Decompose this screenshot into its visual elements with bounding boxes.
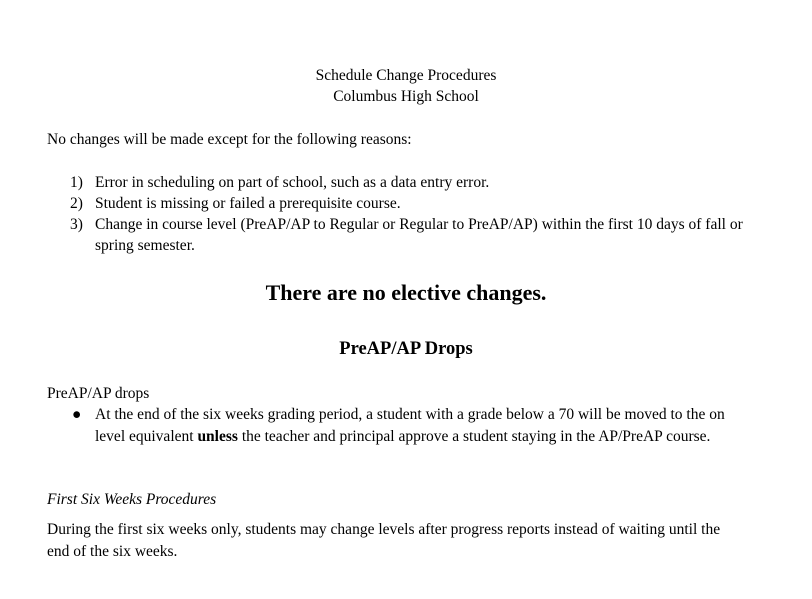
bullet-text-part: the teacher and principal approve a student staying in the AP/PreAP course. [237, 428, 711, 445]
reason-number: 3) [70, 216, 83, 233]
bullet-text-part: level equivalent [95, 428, 198, 445]
reason-text-cont: spring semester. [95, 237, 195, 254]
drops-heading: PreAP/AP Drops [339, 339, 473, 359]
reason-number: 1) [70, 174, 83, 191]
six-weeks-text-cont: end of the six weeks. [47, 543, 178, 560]
reason-text: Error in scheduling on part of school, such as a data entry error. [95, 174, 490, 191]
six-weeks-text: During the first six weeks only, students may change levels after progress reports instead of waiting until the [47, 521, 721, 538]
bullet-bold-word: unless [197, 428, 238, 445]
doc-title: Schedule Change Procedures [315, 67, 497, 84]
bullet-text-cont [95, 428, 710, 446]
intro-text: No changes will be made except for the following reasons: [47, 131, 412, 148]
six-weeks-heading: First Six Weeks Procedures [47, 491, 217, 508]
reason-number: 2) [70, 195, 83, 212]
bullet-text: At the end of the six weeks grading period, a student with a grade below a 70 will be moved to the on [95, 406, 725, 423]
drops-label: PreAP/AP drops [47, 385, 150, 402]
school-name: Columbus High School [333, 88, 479, 105]
reason-text: Change in course level (PreAP/AP to Regular or Regular to PreAP/AP) within the first 10 days of fall or [95, 216, 743, 233]
reason-text: Student is missing or failed a prerequisite course. [95, 195, 401, 212]
no-elective-heading: There are no elective changes. [265, 280, 547, 305]
bullet-icon: ● [72, 406, 82, 423]
